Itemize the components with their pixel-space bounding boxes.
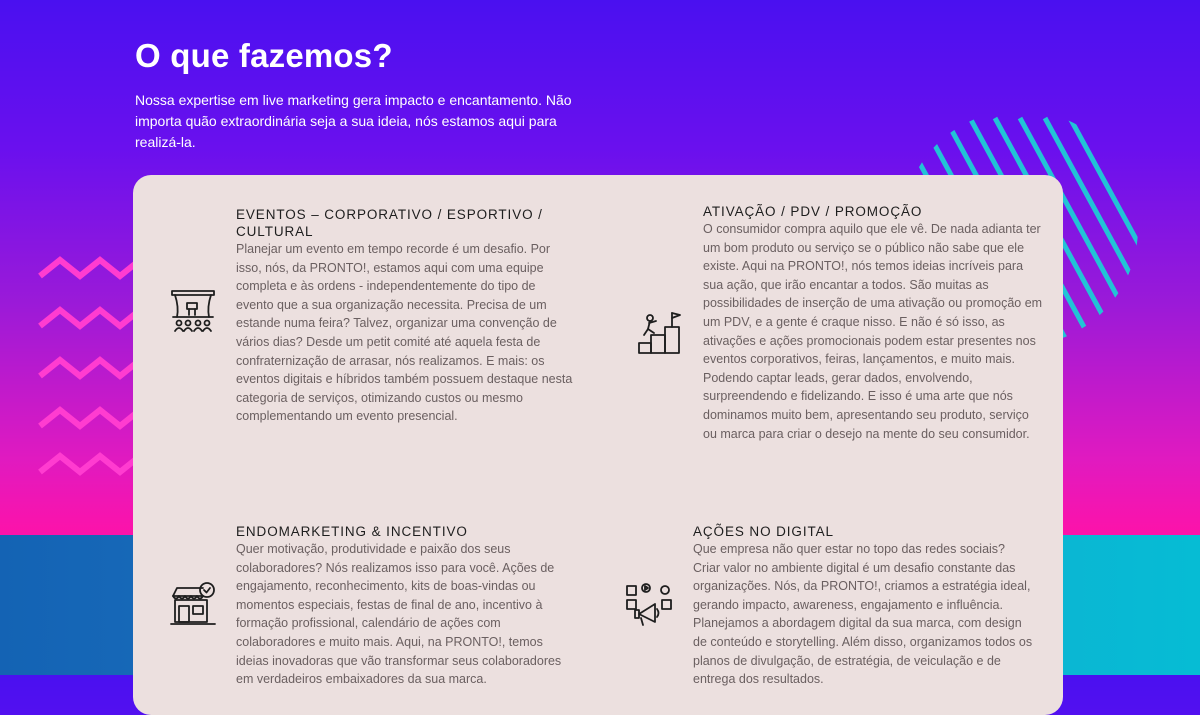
service-ativacao — [703, 203, 1043, 443]
services-card — [133, 175, 1063, 715]
service-title: ATIVAÇÃO / PDV / PROMOÇÃO — [703, 204, 923, 219]
section-header — [135, 36, 605, 153]
page-intro: Nossa expertise em live marketing gera impacto e encantamento. Não importa quão extraordinária seja a sua ideia, nós estamos aqui para realizá-la. — [135, 92, 572, 150]
service-title: AÇÕES NO DIGITAL — [693, 524, 834, 539]
service-endomarketing — [236, 523, 576, 689]
service-description: Que empresa não quer estar no topo das redes sociais? Criar valor no ambiente digital é um desafio constante das organizações. Nós, da PRONTO!, criamos a estratégia ideal, gerando impacto, awareness, engajamento e influência. Planejamos a abordagem digital da sua marca, com design de conteúdo e storytelling. Além disso, organizamos todos os planos de divulgação, de estratégia, de veiculação e de entrega dos resultados. — [693, 542, 1033, 687]
podium-flag-icon — [636, 309, 684, 357]
page-title: O que fazemos? — [135, 37, 393, 74]
service-title: EVENTOS – CORPORATIVO / ESPORTIVO / CULTURAL — [236, 207, 543, 239]
service-description: Quer motivação, produtividade e paixão dos seus colaboradores? Nós realizamos isso para você. Ações de engajamento, reconhecimento, kits de boas-vindas ou momentos especiais, festas de final de ano, incentivo à formação profissional, calendário de ações com colaboradores e muito mais. Aqui, na PRONTO!, temos ideias inovadoras que vão transformar seus colaboradores em verdadeiros embaixadores da sua marca. — [236, 542, 562, 687]
service-description: O consumidor compra aquilo que ele vê. De nada adianta ter um bom produto ou serviço se o público não sabe que ele existe. Aqui na PRONTO!, nós temos ideias incríveis para sua ação, que irão encantar a todos. São muitas as possibilidades de inserção de uma ativação ou promoção em um PDV, e a gente é craque nisso. E não é só isso, as ativações e ações promocionais podem estar presentes nos eventos corporativos, feiras, lançamentos, e muito mais. Podendo captar leads, gerar dados, envolvendo, surpreendendo e fidelizando. E isso é uma arte que nós dominamos muito bem, apresentando seu produto, serviço ou marca para criar o desejo na mente do seu consumidor. — [703, 222, 1043, 441]
service-eventos — [236, 206, 576, 426]
service-acoes-digital — [693, 523, 1033, 689]
service-description: Planejar um evento em tempo recorde é um desafio. Por isso, nós, da PRONTO!, estamos aqui com uma equipe completa e às ordens - independentemente do tipo de evento que a sua organização necessita. Precisa de um estande numa feira? Talvez, organizar uma convenção de vários dias? Desde um petit comité até aquela festa de confraternização de arrasar, nós realizamos. E mais: os eventos digitais e híbridos também possuem destaque nesta categoria de serviços, otimizando custos ou mesmo complementando um evento presencial. — [236, 242, 573, 424]
service-title: ENDOMARKETING & INCENTIVO — [236, 524, 468, 539]
social-megaphone-icon — [625, 580, 673, 628]
theater-stage-icon — [169, 287, 217, 335]
zigzag-decoration-icon — [36, 250, 146, 480]
storefront-badge-icon — [169, 580, 217, 628]
